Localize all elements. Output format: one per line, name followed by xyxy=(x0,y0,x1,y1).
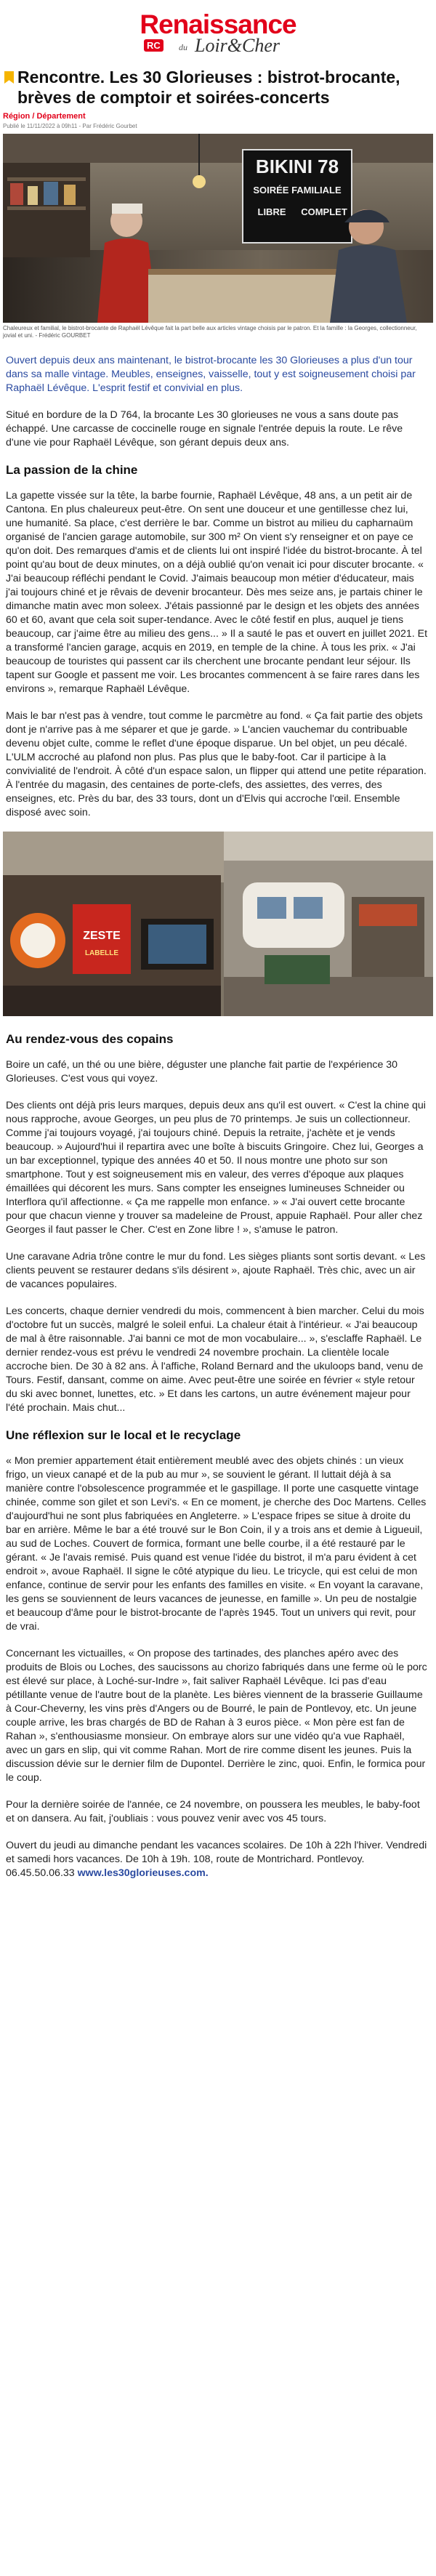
section-heading-local: Une réflexion sur le local et le recyclage xyxy=(6,1428,241,1442)
paragraph-copains-2: Des clients ont déjà pris leurs marques, depuis deux ans qu'il est ouvert. « C'est la chine qui nous rapproche, avoue Georges, un peu plus de 70 printemps. Je suis un collectionneur. Comme j'ai toujours voyagé, j'ai toujours chiné. Depuis la retraite, j'achète et je vends beaucoup. » Aujourd'hui il repartira avec une boîte à biscuits Gringoire. Chez lui, Georges a un bar exceptionnel, typique des années 40 et 50. Il nous montre une photo sur son smartphone. Tout y est soigneusement mis en valeur, des verres d'époque aux plaques émaillées qui décorent les murs. Sans compter les enseignes lumineuses Schneider ou Interflora qu'il affectionne. « Ça me rappelle mon enfance. » « J'ai ouvert cette brocante pour que chacun vienne y trouver sa madeleine de Proust, appuie Raphaël. Pour aller chez Georges il faut passer le Cher. C'est en Zone libre ! », s'amuse le patron. xyxy=(6,1100,426,1236)
section-heading-passion: La passion de la chine xyxy=(6,463,138,477)
practical-info-text: Ouvert du jeudi au dimanche pendant les vacances scolaires. De 10h à 22h l'hiver. Vendredi et samedi hors vacances. De 10h à 19h. 108, route de Montrichard. Pontlevoy. 06.45.50.06.33 xyxy=(6,1840,427,1879)
masthead xyxy=(0,0,436,67)
sign-bikini: BIKINI 78 xyxy=(255,156,339,177)
article-title: Rencontre. Les 30 Glorieuses : bistrot-brocante, brèves de comptoir et soirées-concerts xyxy=(17,68,400,107)
paragraph-copains-1: Boire un café, un thé ou une bière, déguster une planche fait partie de l'expérience 30 Glorieuses. C'est vous qui voyez. xyxy=(6,1059,398,1084)
paragraph-practical-info xyxy=(6,1839,427,1880)
logo-badge: RC xyxy=(144,39,164,52)
paragraph-passion-2: Mais le bar n'est pas à vendre, tout comme le parcmètre au fond. « Ça fait partie des objets dont je n'arrive pas à me séparer et que je garde. » L'ancien vauchemar du contribuable devenu objet culte, comme le reflet d'une époque disparue. Un bel objet, un peu décalé. L'ULM accroché au plafond non plus. Pas plus que le baby-foot. Car il participe à la convivialité de l'endroit. À côté d'un espace salon, un flipper qui attend une petite réparation. À l'entrée du magasin, des centaines de porte-clefs, des assiettes, des verres, des enseignes, etc. Près du bar, des 33 tours, dont un d'Elvis qui accroche l'œil. Ensemble disposé avec soin. xyxy=(6,710,427,818)
article-category-link[interactable]: Région / Département xyxy=(3,112,86,121)
brocante-objects-photo xyxy=(3,832,433,1016)
website-link[interactable]: www.les30glorieuses.com. xyxy=(77,1867,209,1879)
logo-du: du xyxy=(179,42,187,52)
main-photo-caption: Chaleureux et familial, le bistrot-brocante de Raphaël Lévêque fait la part belle aux articles vintage choisis par le patron. Et la famille : la Georges, collectionneur, jovial et uni. - Frédéric GOURBET xyxy=(3,325,417,339)
section-heading-copains: Au rendez-vous des copains xyxy=(6,1032,174,1046)
paragraph-passion-1: La gapette vissée sur la tête, la barbe fournie, Raphaël Lévêque, 48 ans, a un petit air de Cantona. En plus chaleureux peut-être. On sent une douceur et une gentillesse chez lui, une humanité. Sa place, c'est derrière le bar. Comme un bistrot au milieu du capharnaüm organisé de l'ancien garage automobile, sur 300 m² On vient s'y renseigner et on paye ce qu'on doit. Des remarques d'amis et de clients lui ont inspiré l'idée du bistrot-brocante. À tel point qu'au bout de deux minutes, on a déjà oublié qu'on venait ici pour discuter brocante. « J'ai beaucoup réfléchi pendant le Covid. J'aimais beaucoup mon métier d'éducateur, mais j'ai toujours chiné et je rêvais de devenir brocanteur. Dès mes seize ans, je partais chiner le dimanche matin avec mon soleex. J'étais passionné par le design et les objets des années 60 et 60, avant que cela soit super-tendance. Avec le côté festif en plus, auquel je tiens beaucoup, car j'aime être au milieu des gens... » Il a sauté le pas et ouvert en juillet 2021. Et a transformé l'ancien garage, acquis en 2019, en temple de la chine. À tous les prix. « J'ai beaucoup de touristes qui passent car ils cherchent une brocante pendant leur séjour. Ils tapent sur Google et passent me voir. Les brocantes commencent à se faire rares dans les environs », remarque Raphaël Lévêque. xyxy=(6,490,428,695)
sign-complet: COMPLET xyxy=(301,206,347,217)
publication-meta: Publié le 11/11/2022 à 09h11 - Par Frédéric Gourbet xyxy=(3,123,137,129)
second-photo xyxy=(3,832,433,1016)
logo-loir-et-cher: Loir&Cher xyxy=(195,35,280,56)
figure-second xyxy=(0,832,436,1016)
main-photo xyxy=(3,134,433,323)
site-logo[interactable] xyxy=(0,10,436,55)
article-header xyxy=(0,67,436,129)
sign-soiree: SOIRÉE FAMILIALE xyxy=(253,185,342,196)
article-body-continued xyxy=(0,1032,436,1880)
paragraph-copains-4: Les concerts, chaque dernier vendredi du mois, commencent à bien marcher. Celui du mois d'octobre fut un succès, malgré le soleil enfui. La chaleur était à l'intérieur. « J'ai beaucoup de mal à être raisonnable. J'ai banni ce mot de mon vocabulaire... », s'esclaffe Raphaël. Le dernier rendez-vous est prévu le vendredi 24 novembre prochain. La clientèle locale accroche bien. De 30 à 82 ans. À l'affiche, Roland Bernard and the ukuloops band, venu de Tours. Festif, dansant, comme on aime. Avec peut-être une soirée en février « style retour du ski avec bonnet, lunettes, etc. » Et dans les cartons, un autre événement majeur pour l'été prochain. Mais chut... xyxy=(6,1305,424,1414)
paragraph-intro: Situé en bordure de la D 764, la brocante Les 30 glorieuses ne vous a sans doute pas échappé. Une carcasse de coccinelle rouge en signale l'entrée depuis la route. Le rêve d'une vie pour Raphaël Lévêque, son gérant depuis deux ans. xyxy=(6,409,403,448)
paragraph-local-2: Concernant les victuailles, « On propose des tartinades, des planches apéro avec des produits de Blois ou Loches, des saucissons au chorizo fabriqués dans une ferme où le porc est élevé sur place, à Loché-sur-Indre », fait saliver Raphaël Lévêque. Ici pas d'eau pétillante venue de l'autre bout de la planète. Les bières viennent de la brasserie Guillaume à Cour-Cheverny, les vins près d'Angers ou de Bourré, le pain de Pontlevoy, etc. Un jeune couple arrive, les bras chargés de BD de Rahan à 3 euros pièce. « Mon père est fan de Rahan », s'enthousiasme monsieur. On embraye alors sur une vidéo qu'a vue Raphaël, avec un gars en slip, qui vit comme Rahan. Mort de rire comme disent les jeunes. Puis la discussion dévie sur le dernier film de Dupontel. Derrière le zinc, quoi. Enfin, le formica pour le coup. xyxy=(6,1648,427,1784)
logo-renaissance: Renaissance xyxy=(140,9,296,39)
paragraph-local-3: Pour la dernière soirée de l'année, ce 24 novembre, on poussera les meubles, le baby-foot et on dansera. Au fait, j'oubliais : vous pouvez venir avec vos 45 tours. xyxy=(6,1799,420,1824)
article-body xyxy=(0,354,436,820)
paragraph-copains-3: Une caravane Adria trône contre le mur du fond. Les sièges pliants sont sortis devant. « Les clients peuvent se restaurer dedans s'ils désirent », ajoute Raphaël. Très chic, avec un air de vacances populaires. xyxy=(6,1251,426,1290)
bookmark-icon xyxy=(4,71,14,84)
sign-zeste: ZESTE xyxy=(83,930,121,942)
sign-labelle: LABELLE xyxy=(84,949,119,957)
article-lead: Ouvert depuis deux ans maintenant, le bistrot-brocante les 30 Glorieuses a plus d'un tour dans sa malle vintage. Meubles, enseignes, vaisselle, tout y est soigneusement choisi par Raphaël Lévêque. L'esprit festif et convivial en plus. xyxy=(6,355,416,394)
figure-main xyxy=(0,134,436,339)
paragraph-local-1: « Mon premier appartement était entièrement meublé avec des objets chinés : un vieux frigo, un vieux canapé et de la pub au mur », se souvient le gérant. Il luttait déjà à sa manière contre l'obsolescence programmée et le gaspillage. Il porte une casquette vintage chinée, comme son gilet et son Levi's. « En ce moment, je cherche des Doc Martens. Celles d'aujourd'hui ne sont plus fabriquées en Angleterre. » L'espace fripes se situe à droite du bar en arrière. Même le bar a été trouvé sur le Bon Coin, il y a trois ans et demie à Ligueuil, au sud de Loches. Couvert de formica, formant une belle courbe, il a été restauré par le gérant. « Je l'avais remisé. Puis quand est venue l'idée du bistrot, il m'a paru évident à cet endroit », avoue Raphaël. Il signe le côté atypique du lieu. Le tricycle, qui est celui de mon enfance, continue de servir pour les enfants des familles en visite. « En voyant la caravane, les gens se souviennent de leurs vacances de jeunesse, en famille ». Un peu de nostalgie et beaucoup d'âme pour le bistrot-brocante de l'après 1945. Tout un univers qui revit, pour de vrai. xyxy=(6,1455,427,1633)
sign-libre: LIBRE xyxy=(257,206,286,217)
bistrot-interior-photo xyxy=(3,134,433,323)
